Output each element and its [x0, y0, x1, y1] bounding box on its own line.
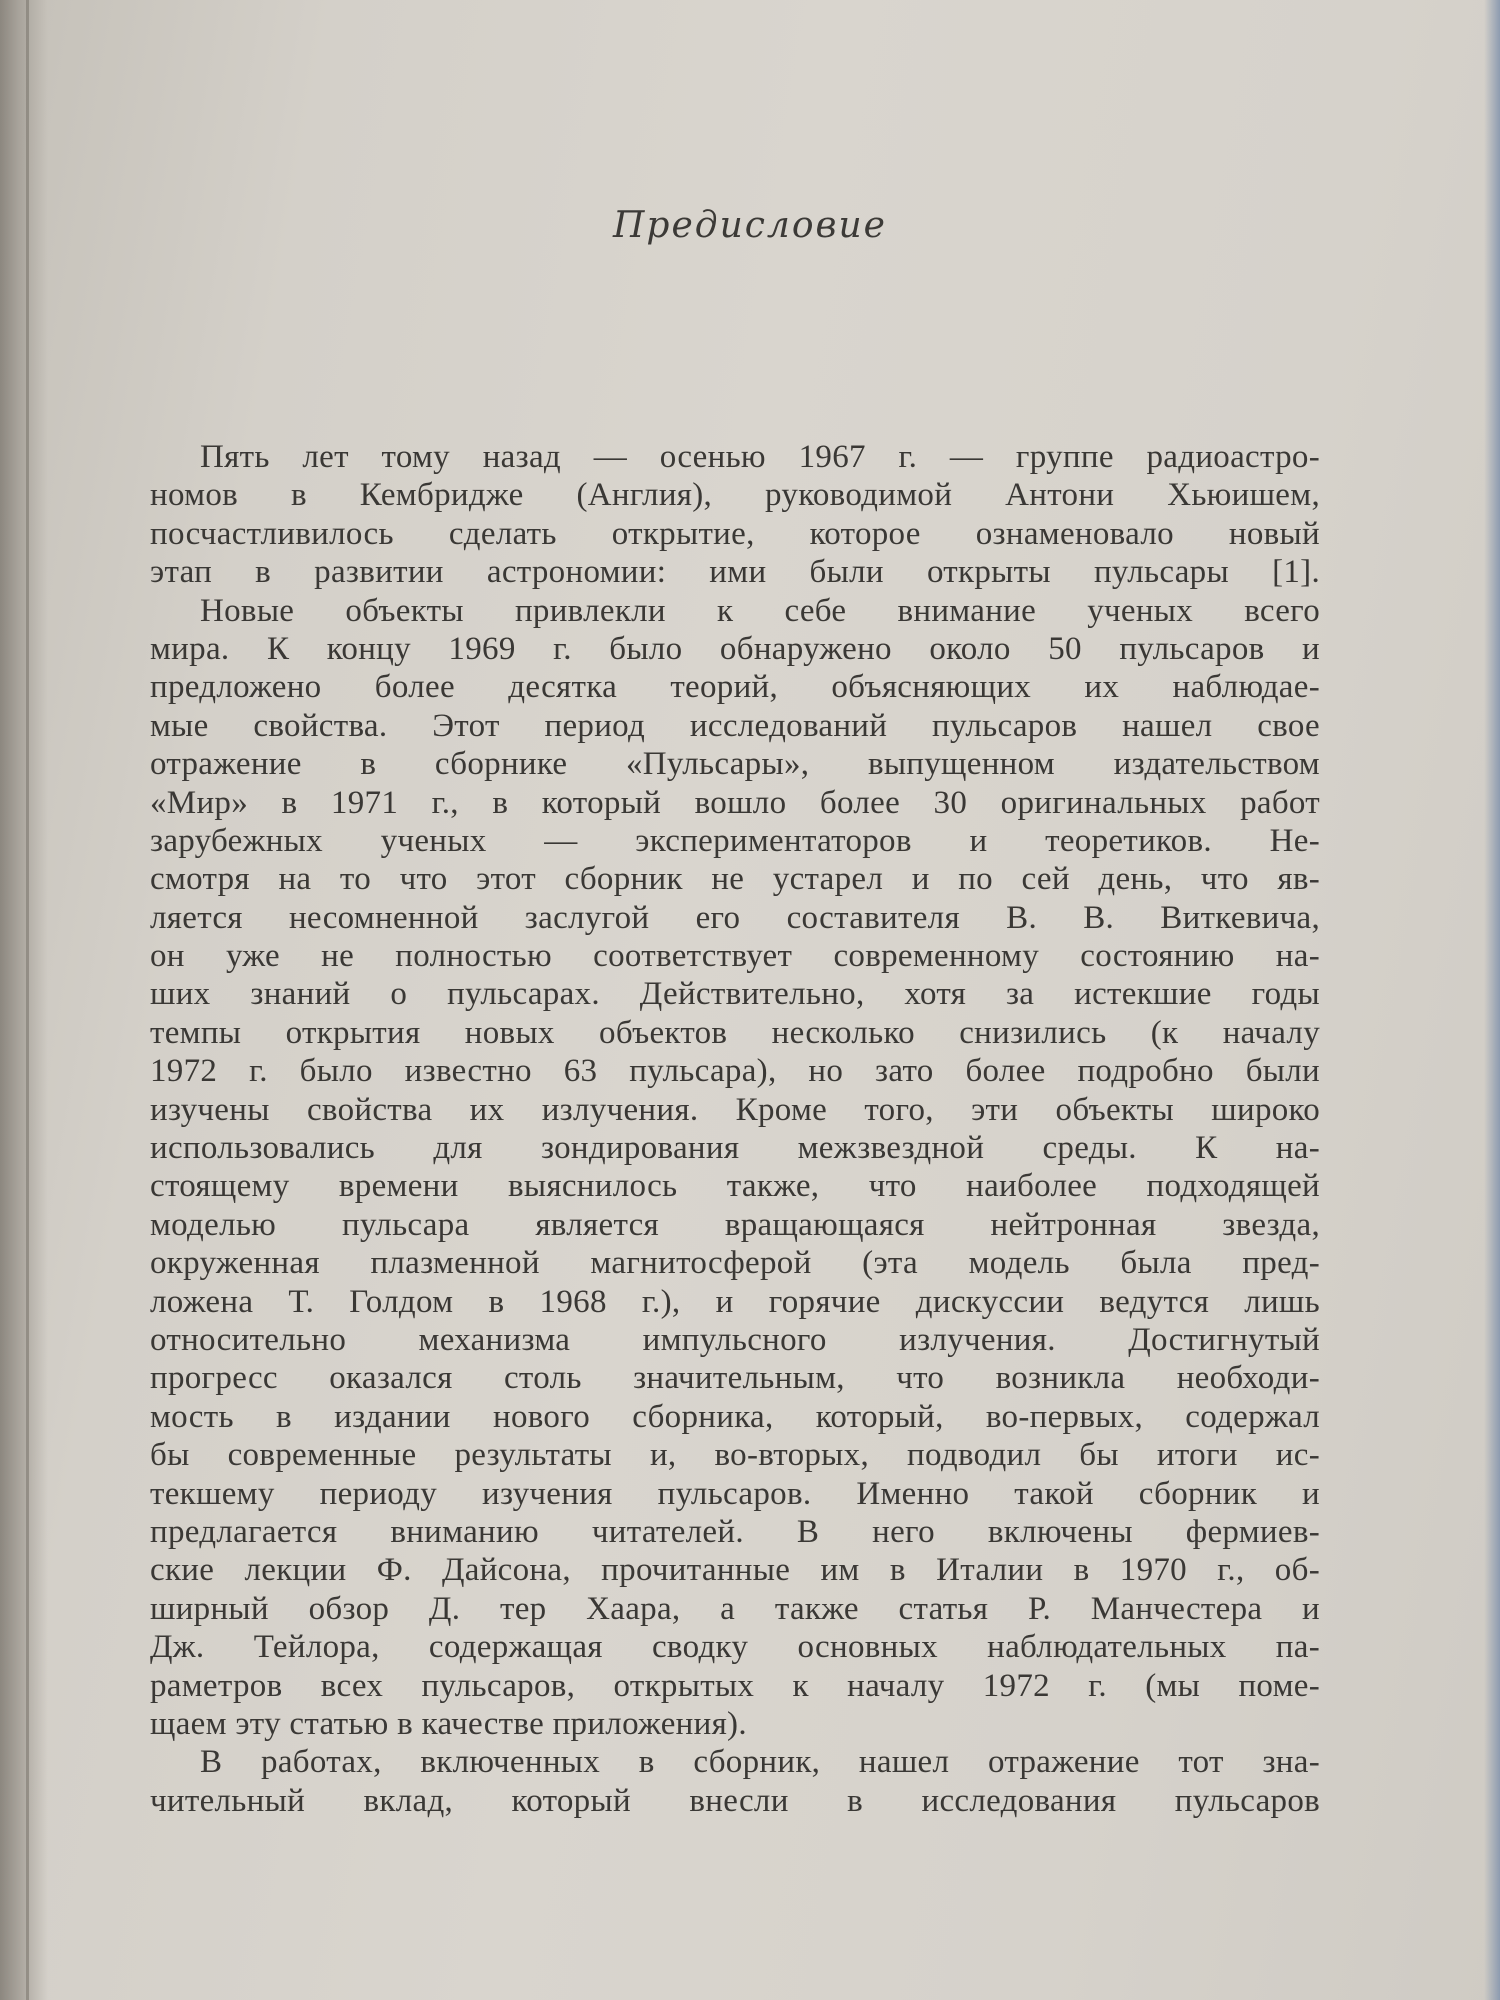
text-line: 1972 г. было известно 63 пульсара), но зато более подробно были — [150, 1053, 1320, 1090]
text-line: Пять лет тому назад — осенью 1967 г. — группе радиоастро- — [200, 439, 1320, 475]
text-line: смотря на то что этот сборник не устарел и по сей день, что яв- — [150, 861, 1320, 898]
text-line: раметров всех пульсаров, открытых к началу 1972 г. (мы поме- — [150, 1667, 1320, 1704]
text-line: зарубежных ученых — экспериментаторов и теоретиков. Не- — [150, 822, 1320, 859]
text-line: ших знаний о пульсарах. Действительно, хотя за истекшие годы — [150, 976, 1320, 1013]
text-line: посчастливилось сделать открытие, которое ознаменовало новый — [150, 515, 1320, 552]
text-line: мые свойства. Этот период исследований пульсаров нашел свое — [150, 707, 1320, 744]
text-line: ложена Т. Голдом в 1968 г.), и горячие дискуссии ведутся лишь — [150, 1283, 1320, 1320]
text-line: прогресс оказался столь значительным, что возникла необходи- — [150, 1360, 1320, 1397]
text-line: текшему периоду изучения пульсаров. Именно такой сборник и — [150, 1475, 1320, 1512]
text-line: В работах, включенных в сборник, нашел отражение тот зна- — [200, 1744, 1320, 1781]
text-line: относительно механизма импульсного излучения. Достигнутый — [150, 1321, 1320, 1358]
text-line: Новые объекты привлекли к себе внимание ученых всего — [200, 592, 1320, 629]
text-line: «Мир» в 1971 г., в который вошло более 30 оригинальных работ — [150, 784, 1320, 821]
text-line: Дж. Тейлора, содержащая сводку основных наблюдательных па- — [150, 1629, 1320, 1666]
text-line: окруженная плазменной магнитосферой (эта модель была пред- — [150, 1245, 1320, 1282]
text-line: щаем эту статью в качестве приложения). — [150, 1705, 747, 1742]
page-edge — [1484, 0, 1500, 2000]
preface-body — [150, 438, 1320, 1820]
text-line: предлагается вниманию читателей. В него включены фермиев- — [150, 1513, 1320, 1550]
text-line: изучены свойства их излучения. Кроме того, эти объекты широко — [150, 1091, 1320, 1128]
text-line: он уже не полностью соответствует современному состоянию на- — [150, 938, 1320, 975]
text-line: мость в издании нового сборника, который, во-первых, содержал — [150, 1398, 1320, 1435]
text-line: моделью пульсара является вращающаяся нейтронная звезда, — [150, 1206, 1320, 1243]
text-line: номов в Кембридже (Англия), руководимой Антони Хьюишем, — [150, 477, 1320, 514]
spine-crease — [26, 0, 29, 2000]
text-line: стоящему времени выяснилось также, что наиболее подходящей — [150, 1168, 1320, 1205]
text-line: этап в развитии астрономии: ими были открыты пульсары [1]. — [150, 554, 1320, 591]
text-line: ляется несомненной заслугой его составителя В. В. Виткевича, — [150, 899, 1320, 936]
text-line: использовались для зондирования межзвездной среды. К на- — [150, 1130, 1320, 1167]
text-line: темпы открытия новых объектов несколько снизились (к началу — [150, 1014, 1320, 1051]
text-line: чительный вклад, который внесли в исследования пульсаров — [150, 1782, 1320, 1819]
text-line: бы современные результаты и, во-вторых, подводил бы итоги ис- — [150, 1437, 1320, 1474]
text-line: предложено более десятка теорий, объясняющих их наблюдае- — [150, 669, 1320, 706]
page-title: Предисловие — [613, 205, 887, 246]
text-line: ские лекции Ф. Дайсона, прочитанные им в Италии в 1970 г., об- — [150, 1552, 1320, 1589]
spine-shadow — [0, 0, 48, 2000]
text-line: мира. К концу 1969 г. было обнаружено около 50 пульсаров и — [150, 630, 1320, 667]
text-line: ширный обзор Д. тер Хаара, а также статья Р. Манчестера и — [150, 1590, 1320, 1627]
text-line: отражение в сборнике «Пульсары», выпущенном издательством — [150, 746, 1320, 783]
